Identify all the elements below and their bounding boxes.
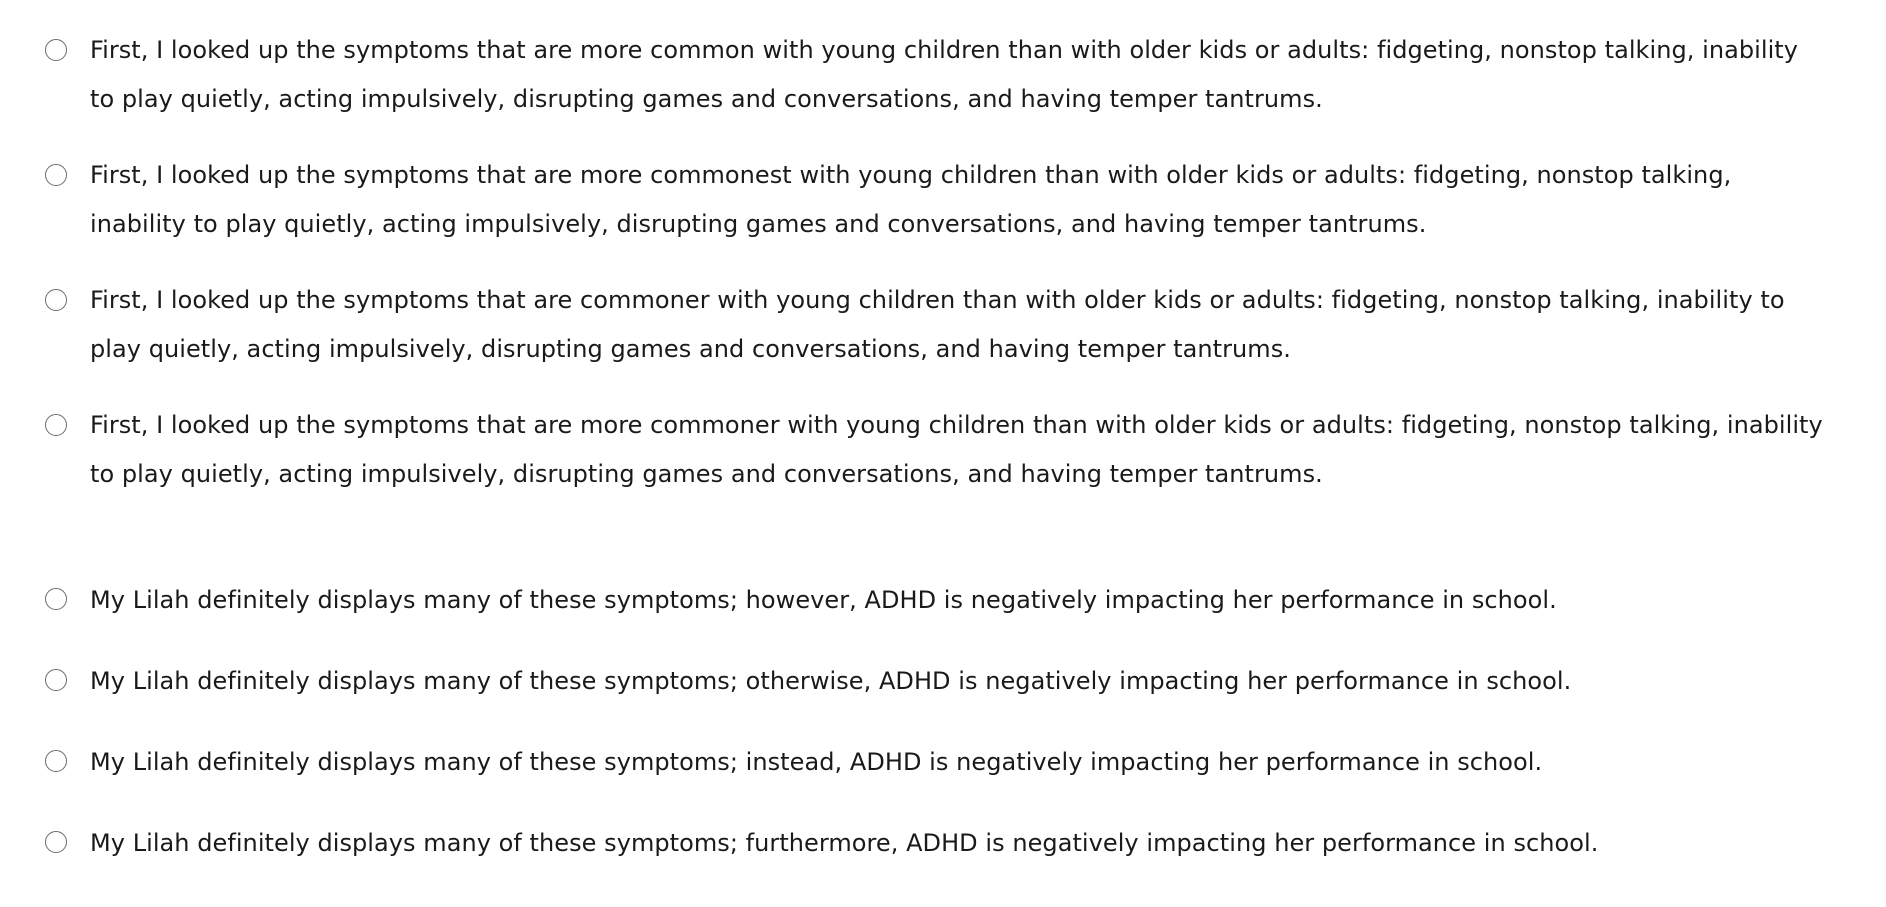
answer-option-1c[interactable] [0,276,1886,401]
option-label: First, I looked up the symptoms that are more common with young children than with older kids or adults: fidgeting, nonstop talking, inability to play quietly, acting impulsively, disrupting games and conversations, and having temper tantrums. [90,36,1799,113]
radio-unchecked-icon[interactable] [45,750,67,772]
answer-choices-group-1 [0,26,1886,526]
answer-option-2a[interactable] [0,583,1886,664]
radio-unchecked-icon[interactable] [45,289,67,311]
answer-option-2b[interactable] [0,664,1886,745]
radio-unchecked-icon[interactable] [45,414,67,436]
radio-unchecked-icon[interactable] [45,164,67,186]
radio-unchecked-icon[interactable] [45,588,67,610]
answer-option-2d[interactable] [0,826,1886,907]
option-label: My Lilah definitely displays many of these symptoms; furthermore, ADHD is negatively impacting her performance in school. [90,829,1599,857]
answer-option-1d[interactable] [0,401,1886,526]
answer-choices-group-2 [0,583,1886,907]
answer-option-1b[interactable] [0,151,1886,276]
radio-unchecked-icon[interactable] [45,39,67,61]
option-label: First, I looked up the symptoms that are commoner with young children than with older kids or adults: fidgeting, nonstop talking, inability to play quietly, acting impulsively, disrupting games and conversations, and having temper tantrums. [90,286,1785,363]
radio-unchecked-icon[interactable] [45,669,67,691]
radio-unchecked-icon[interactable] [45,831,67,853]
option-label: First, I looked up the symptoms that are more commoner with young children than with older kids or adults: fidgeting, nonstop talking, inability to play quietly, acting impulsively, disrupting games and conversations, and having temper tantrums. [90,411,1823,488]
answer-option-2c[interactable] [0,745,1886,826]
option-label: First, I looked up the symptoms that are more commonest with young children than with older kids or adults: fidgeting, nonstop talking, inability to play quietly, acting impulsively, disrupting games and conversations, and having temper tantrums. [90,161,1732,238]
option-label: My Lilah definitely displays many of these symptoms; however, ADHD is negatively impacting her performance in school. [90,586,1557,614]
option-label: My Lilah definitely displays many of these symptoms; otherwise, ADHD is negatively impacting her performance in school. [90,667,1572,695]
answer-option-1a[interactable] [0,26,1886,151]
option-label: My Lilah definitely displays many of these symptoms; instead, ADHD is negatively impacting her performance in school. [90,748,1543,776]
